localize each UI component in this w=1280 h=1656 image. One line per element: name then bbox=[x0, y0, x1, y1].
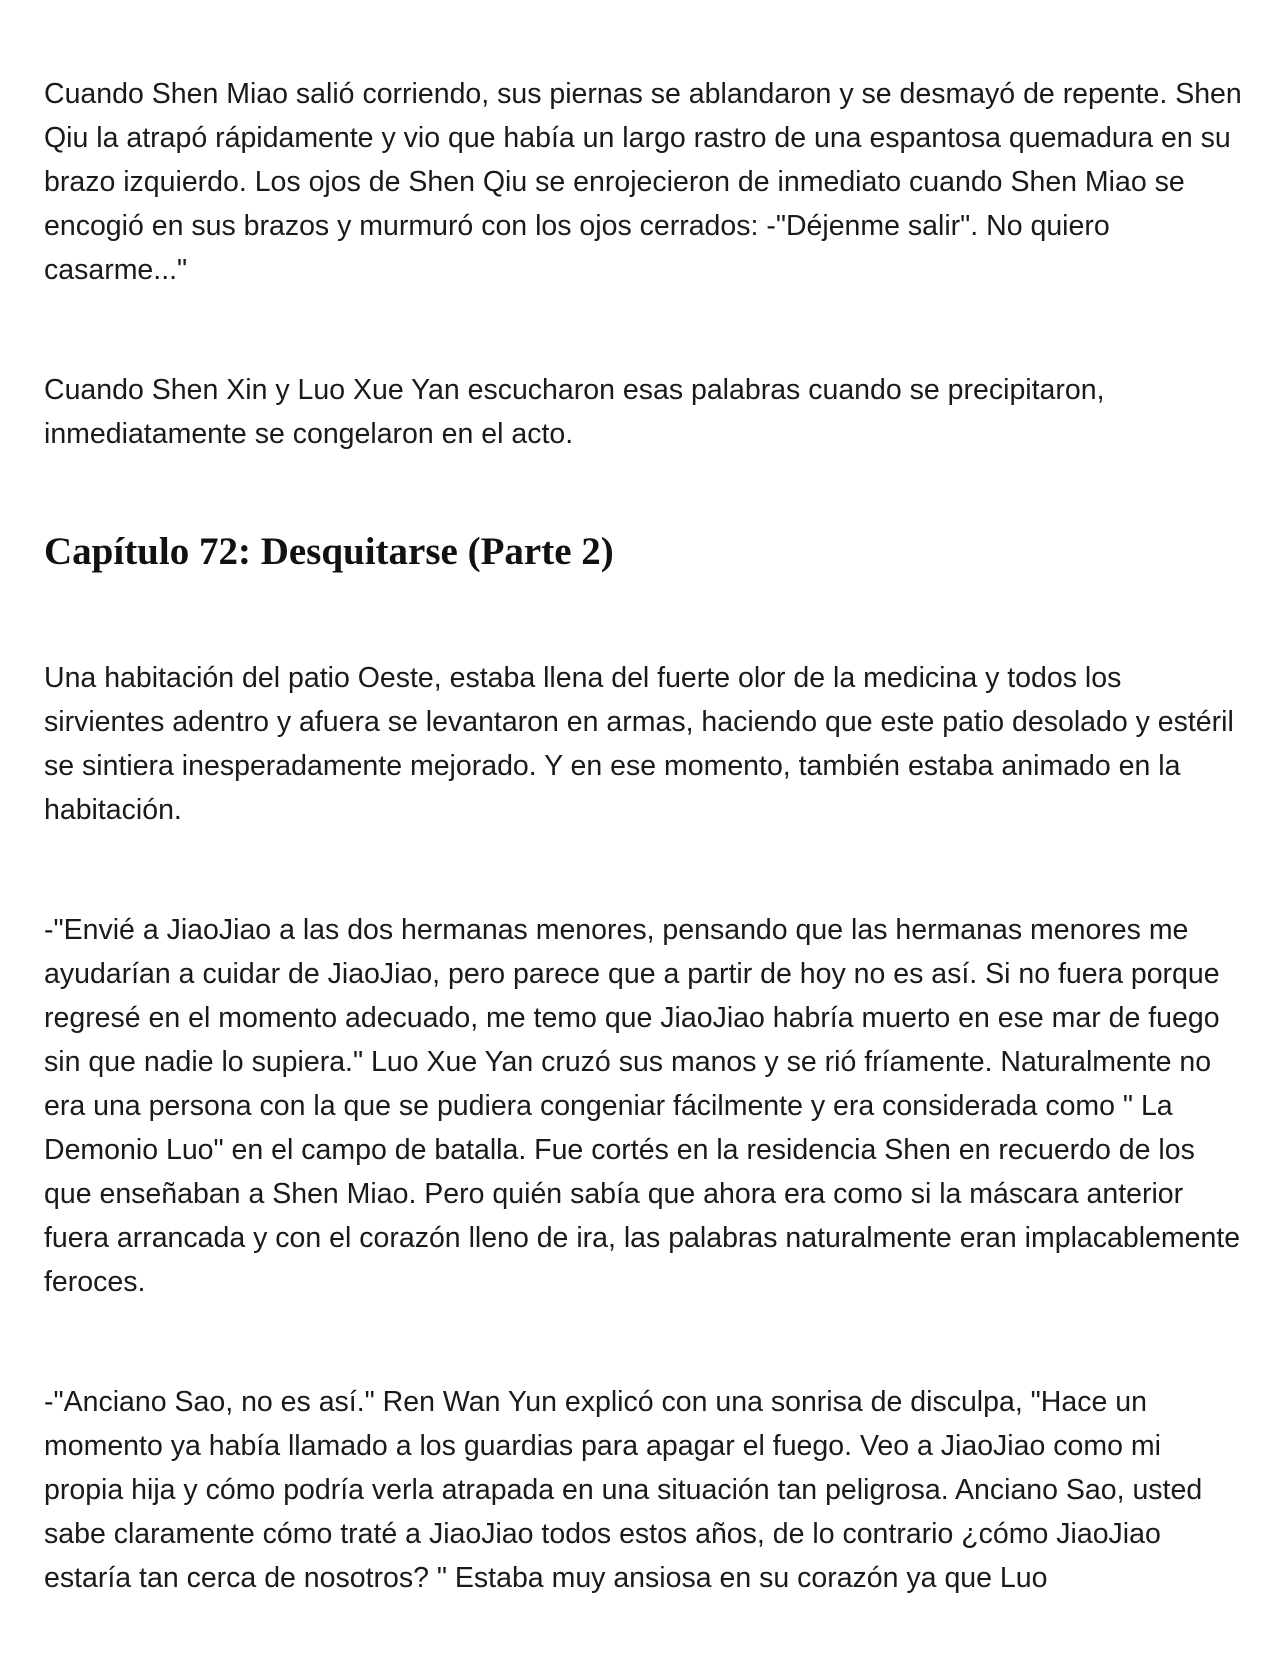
paragraph: -"Envié a JiaoJiao a las dos hermanas menores, pensando que las hermanas menores me ayudarían a cuidar de JiaoJiao, pero parece que a partir de hoy no es así. Si no fuera porque regresé en el momento adecuado, me temo que JiaoJiao habría muerto en ese mar de fuego sin que nadie lo supiera." Luo Xue Yan cruzó sus manos y se rió fríamente. Naturalmente no era una persona con la que se pudiera congeniar fácilmente y era considerada como " La Demonio Luo" en el campo de batalla. Fue cortés en la residencia Shen en recuerdo de los que enseñaban a Shen Miao. Pero quién sabía que ahora era como si la máscara anterior fuera arrancada y con el corazón lleno de ira, las palabras naturalmente eran implacablemente feroces. bbox=[44, 914, 1241, 1298]
paragraph: Una habitación del patio Oeste, estaba llena del fuerte olor de la medicina y todos los sirvientes adentro y afuera se levantaron en armas, haciendo que este patio desolado y estéril se sintiera inesperadamente mejorado. Y en ese momento, también estaba animado en la habitación. bbox=[44, 662, 1234, 826]
paragraph-spacer bbox=[44, 292, 1244, 368]
document-page bbox=[44, 72, 1244, 1600]
paragraph: Cuando Shen Xin y Luo Xue Yan escucharon esas palabras cuando se precipitaron, inmediatamente se congelaron en el acto. bbox=[44, 374, 1105, 450]
paragraph-spacer bbox=[44, 1304, 1244, 1380]
paragraph: Cuando Shen Miao salió corriendo, sus piernas se ablandaron y se desmayó de repente. Shen Qiu la atrapó rápidamente y vio que había un largo rastro de una espantosa quemadura en su brazo izquierdo. Los ojos de Shen Qiu se enrojecieron de inmediato cuando Shen Miao se encogió en sus brazos y murmuró con los ojos cerrados: -"Déjenme salir". No quiero casarme..." bbox=[44, 78, 1242, 286]
chapter-title: Capítulo 72: Desquitarse (Parte 2) bbox=[44, 530, 614, 573]
paragraph-spacer bbox=[44, 832, 1244, 908]
heading-spacer bbox=[44, 456, 1244, 528]
paragraph: -"Anciano Sao, no es así." Ren Wan Yun explicó con una sonrisa de disculpa, "Hace un momento ya había llamado a los guardias para apagar el fuego. Veo a JiaoJiao como mi propia hija y cómo podría verla atrapada en una situación tan peligrosa. Anciano Sao, usted sabe claramente cómo traté a JiaoJiao todos estos años, de lo contrario ¿cómo JiaoJiao estaría tan cerca de nosotros? " Estaba muy ansiosa en su corazón ya que Luo bbox=[44, 1386, 1203, 1594]
heading-spacer bbox=[44, 576, 1244, 656]
